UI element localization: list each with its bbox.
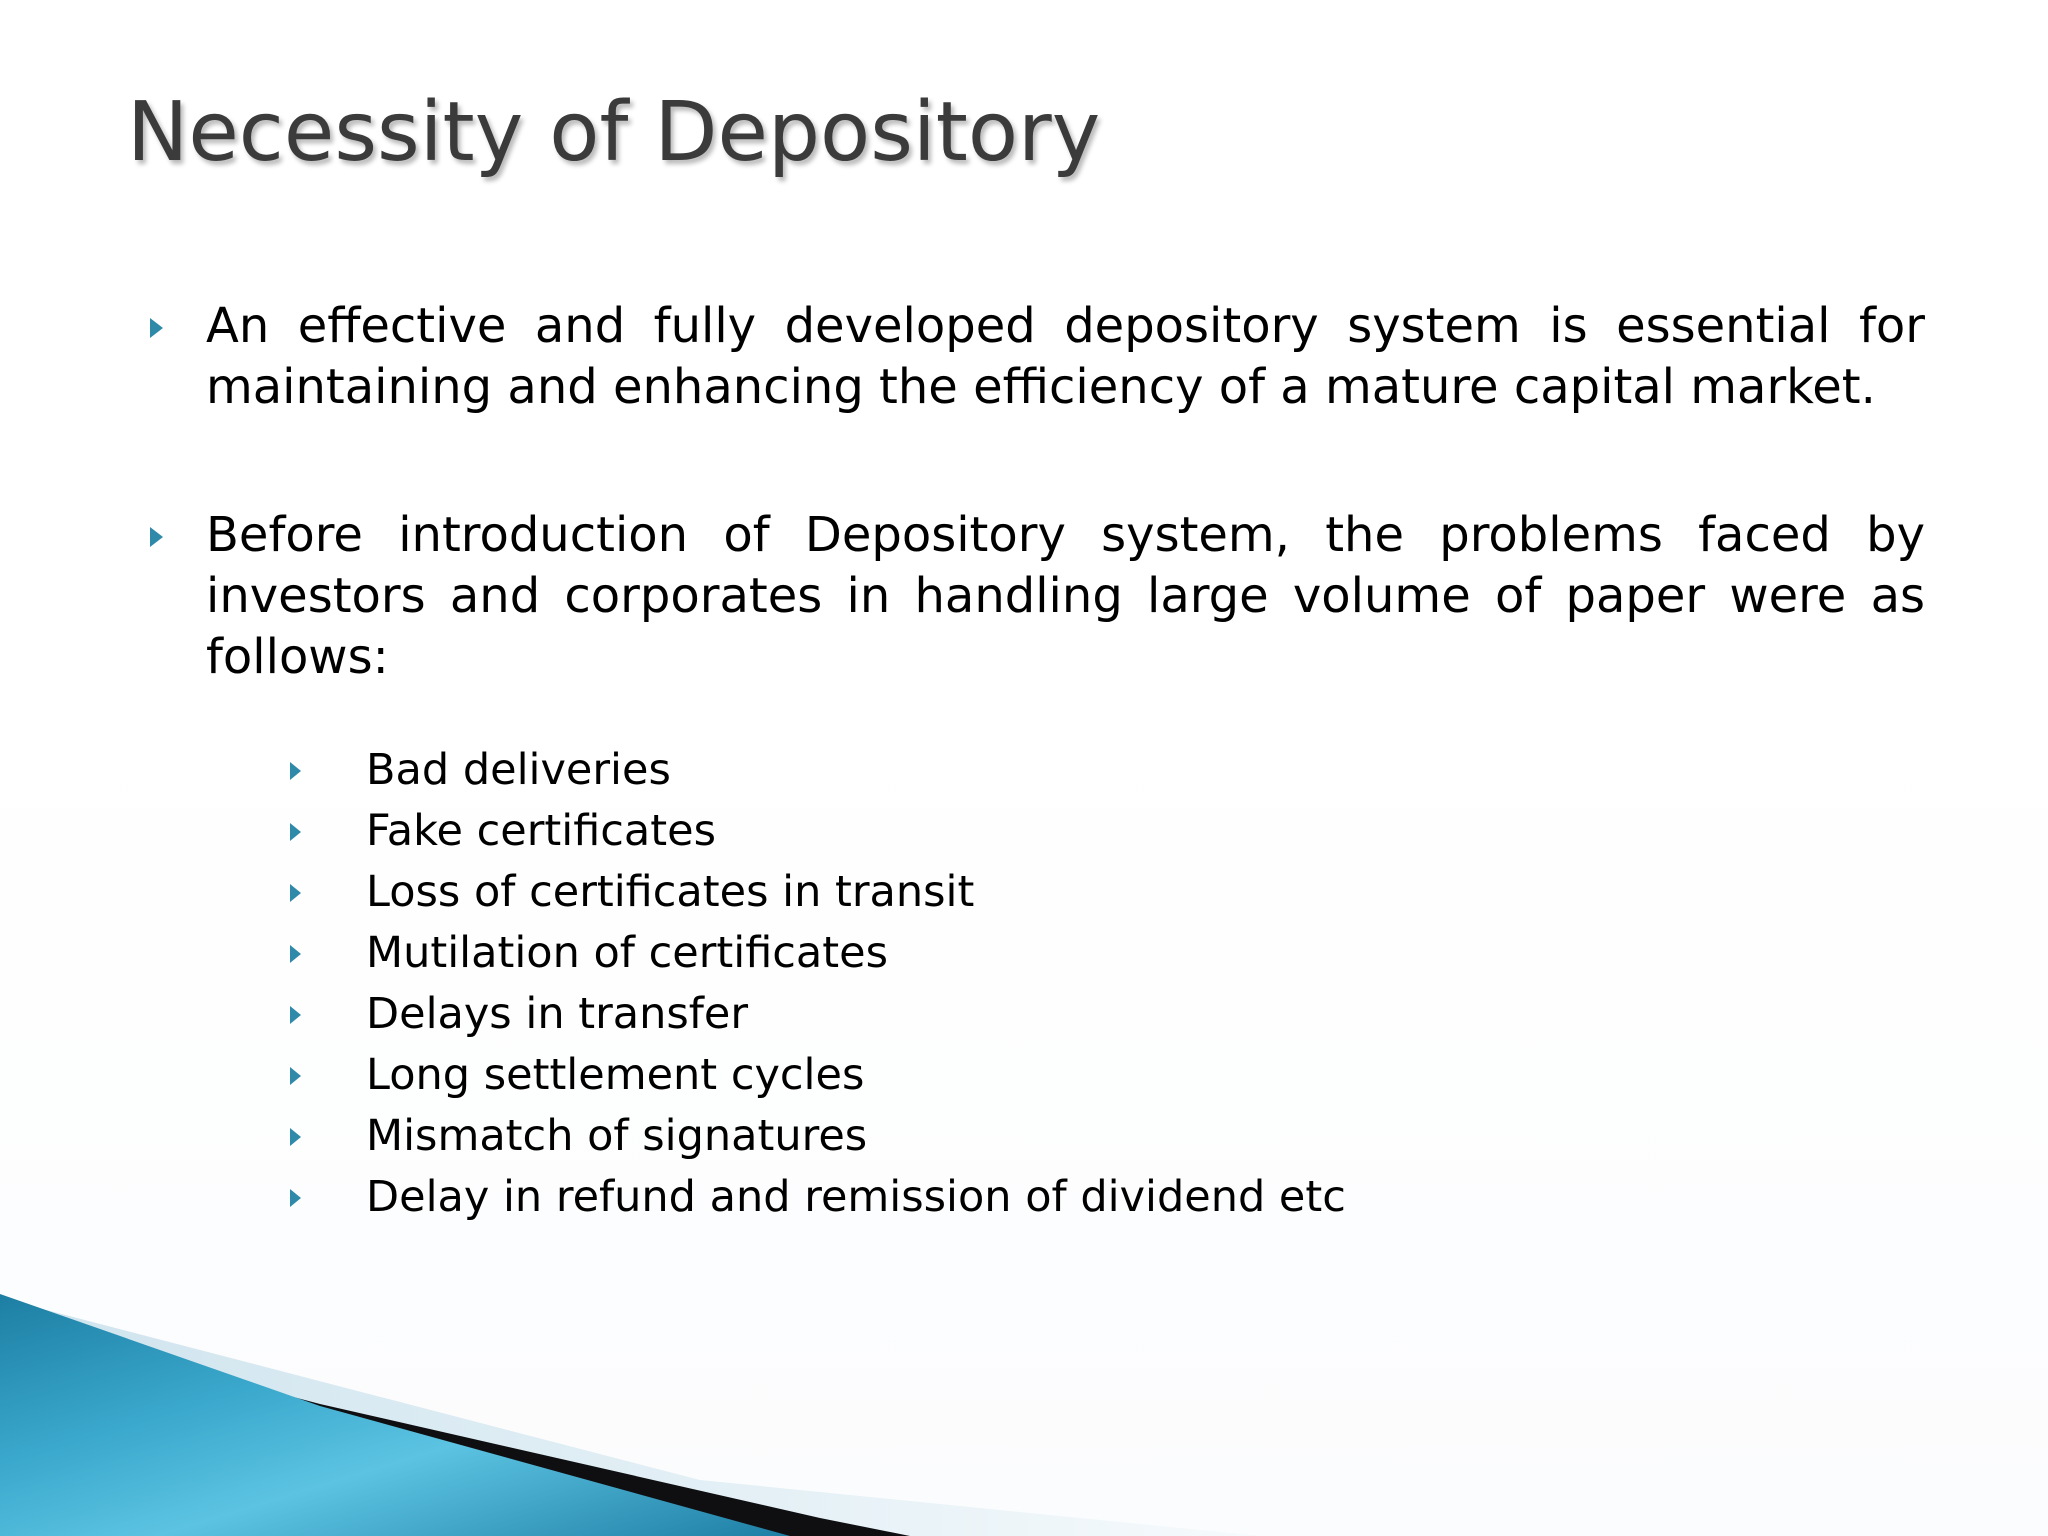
bullet-text: An effective and fully developed depository system is essential for maintaining and enhancing the efficiency of a mature capital market. [206, 298, 1925, 415]
sub-bullet-item [286, 1167, 1346, 1228]
sub-bullet-text: Delay in refund and remission of dividend etc [366, 1172, 1346, 1222]
sub-bullet-text: Long settlement cycles [366, 1050, 865, 1100]
triangle-bullet-icon [150, 318, 163, 338]
bullet-item [150, 505, 1925, 688]
bullet-item [150, 296, 1925, 418]
sub-bullet-list [286, 740, 1346, 1228]
sub-bullet-item [286, 1106, 1346, 1167]
sub-bullet-item [286, 984, 1346, 1045]
triangle-bullet-icon [150, 527, 163, 547]
bullet-text: Before introduction of Depository system, the problems faced by investors and corporates in handling large volume of paper were as follows: [206, 507, 1925, 685]
sub-bullet-text: Mismatch of signatures [366, 1111, 868, 1161]
sub-bullet-text: Fake certificates [366, 806, 717, 856]
triangle-bullet-icon [290, 1006, 301, 1024]
triangle-bullet-icon [290, 945, 301, 963]
sub-bullet-text: Loss of certificates in transit [366, 867, 975, 917]
sub-bullet-item [286, 1045, 1346, 1106]
sub-bullet-item [286, 862, 1346, 923]
triangle-bullet-icon [290, 1128, 301, 1146]
sub-bullet-text: Bad deliveries [366, 745, 671, 795]
sub-bullet-text: Delays in transfer [366, 989, 749, 1039]
sub-bullet-text: Mutilation of certificates [366, 928, 888, 978]
slide-title: Necessity of Depository [127, 85, 1101, 180]
triangle-bullet-icon [290, 1189, 301, 1207]
sub-bullet-item [286, 801, 1346, 862]
sub-bullet-item [286, 740, 1346, 801]
triangle-bullet-icon [290, 1067, 301, 1085]
swoosh-corner-decoration [0, 1280, 2048, 1536]
triangle-bullet-icon [290, 823, 301, 841]
sub-bullet-item [286, 923, 1346, 984]
triangle-bullet-icon [290, 884, 301, 902]
triangle-bullet-icon [290, 762, 301, 780]
